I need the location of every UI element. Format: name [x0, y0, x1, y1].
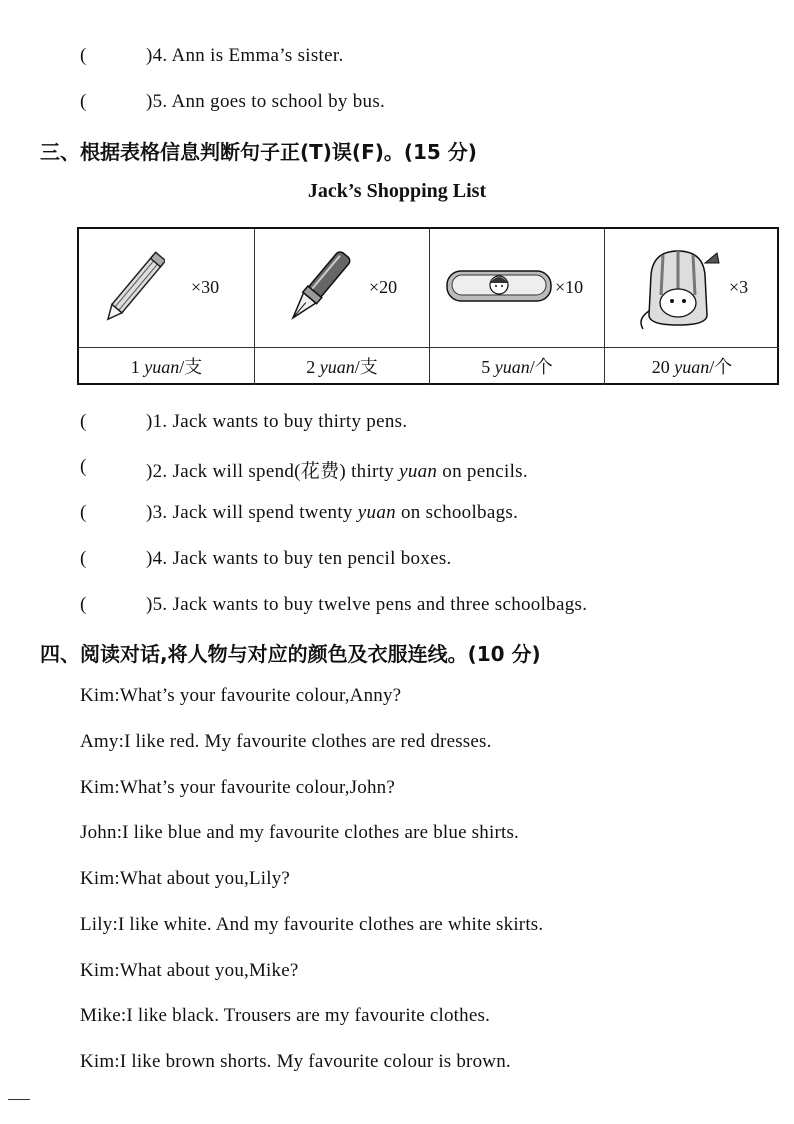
price-number: 1: [130, 357, 140, 377]
price-suffix: /支: [179, 357, 203, 377]
schoolbag-cell: [605, 229, 779, 347]
dialogue-line: Kim:What’s your favourite colour,Anny?: [80, 685, 402, 706]
dialogue-line: Mike:I like black. Trousers are my favourite clothes.: [80, 1005, 491, 1026]
question-text: )3. Jack will spend twenty yuan on schoolbags.: [146, 502, 519, 523]
price-number: 2: [306, 357, 316, 377]
price-suffix: /个: [709, 357, 733, 377]
shopping-list-table: [77, 227, 779, 385]
answer-paren: (: [80, 548, 87, 569]
question-text: )2. Jack will spend(花费) thirty yuan on pencils.: [146, 461, 528, 482]
dialogue-line: Amy:I like red. My favourite clothes are red dresses.: [80, 731, 492, 752]
pen-price: [255, 347, 430, 385]
item-text: )4. Ann is Emma’s sister.: [146, 45, 344, 66]
dialogue-line: Lily:I like white. And my favourite clothes are white skirts.: [80, 914, 544, 935]
dialogue-line: Kim:What about you,Mike?: [80, 960, 299, 981]
table-title: Jack’s Shopping List: [307, 180, 487, 202]
pen-cell: [255, 229, 430, 347]
dialogue-line: Kim:What about you,Lily?: [80, 868, 291, 889]
price-unit: yuan: [494, 357, 530, 377]
pencil-box-qty: ×10: [555, 277, 584, 297]
answer-paren: (: [80, 45, 87, 66]
pencil-qty: ×30: [191, 277, 220, 297]
schoolbag-price: [605, 347, 779, 385]
answer-paren: (: [80, 411, 87, 432]
question-text: )1. Jack wants to buy thirty pens.: [146, 411, 408, 432]
question-text: )5. Jack wants to buy twelve pens and three schoolbags.: [146, 594, 588, 615]
question-text: )4. Jack wants to buy ten pencil boxes.: [146, 548, 452, 569]
price-number: 20: [651, 357, 670, 377]
item-text: )5. Ann goes to school by bus.: [146, 91, 386, 112]
price-unit: yuan: [319, 357, 355, 377]
price-suffix: /个: [529, 357, 553, 377]
price-number: 5: [481, 357, 491, 377]
price-unit: yuan: [144, 357, 180, 377]
answer-paren: (: [80, 456, 87, 477]
pencil-price: [79, 347, 255, 385]
schoolbag-qty: ×3: [729, 277, 749, 297]
price-suffix: /支: [354, 357, 378, 377]
page-divider: [8, 1099, 30, 1100]
pencil-box-price: [430, 347, 605, 385]
section-4-heading: 四、阅读对话,将人物与对应的颜色及衣服连线。(10 分): [40, 642, 541, 666]
pencil-icon: [103, 247, 165, 331]
pencil-box-cell: [430, 229, 605, 347]
pen-icon: [283, 243, 353, 333]
schoolbag-icon: [633, 245, 723, 331]
dialogue-line: John:I like blue and my favourite clothes are blue shirts.: [80, 822, 519, 843]
dialogue-line: Kim:I like brown shorts. My favourite colour is brown.: [80, 1051, 511, 1072]
section-3-heading: 三、根据表格信息判断句子正(T)误(F)。(15 分): [40, 140, 477, 164]
pencil-box-icon: [444, 265, 554, 307]
answer-paren: (: [80, 594, 87, 615]
dialogue-line: Kim:What’s your favourite colour,John?: [80, 777, 395, 798]
pen-qty: ×20: [369, 277, 398, 297]
price-unit: yuan: [674, 357, 710, 377]
pencil-cell: [79, 229, 255, 347]
answer-paren: (: [80, 91, 87, 112]
answer-paren: (: [80, 502, 87, 523]
